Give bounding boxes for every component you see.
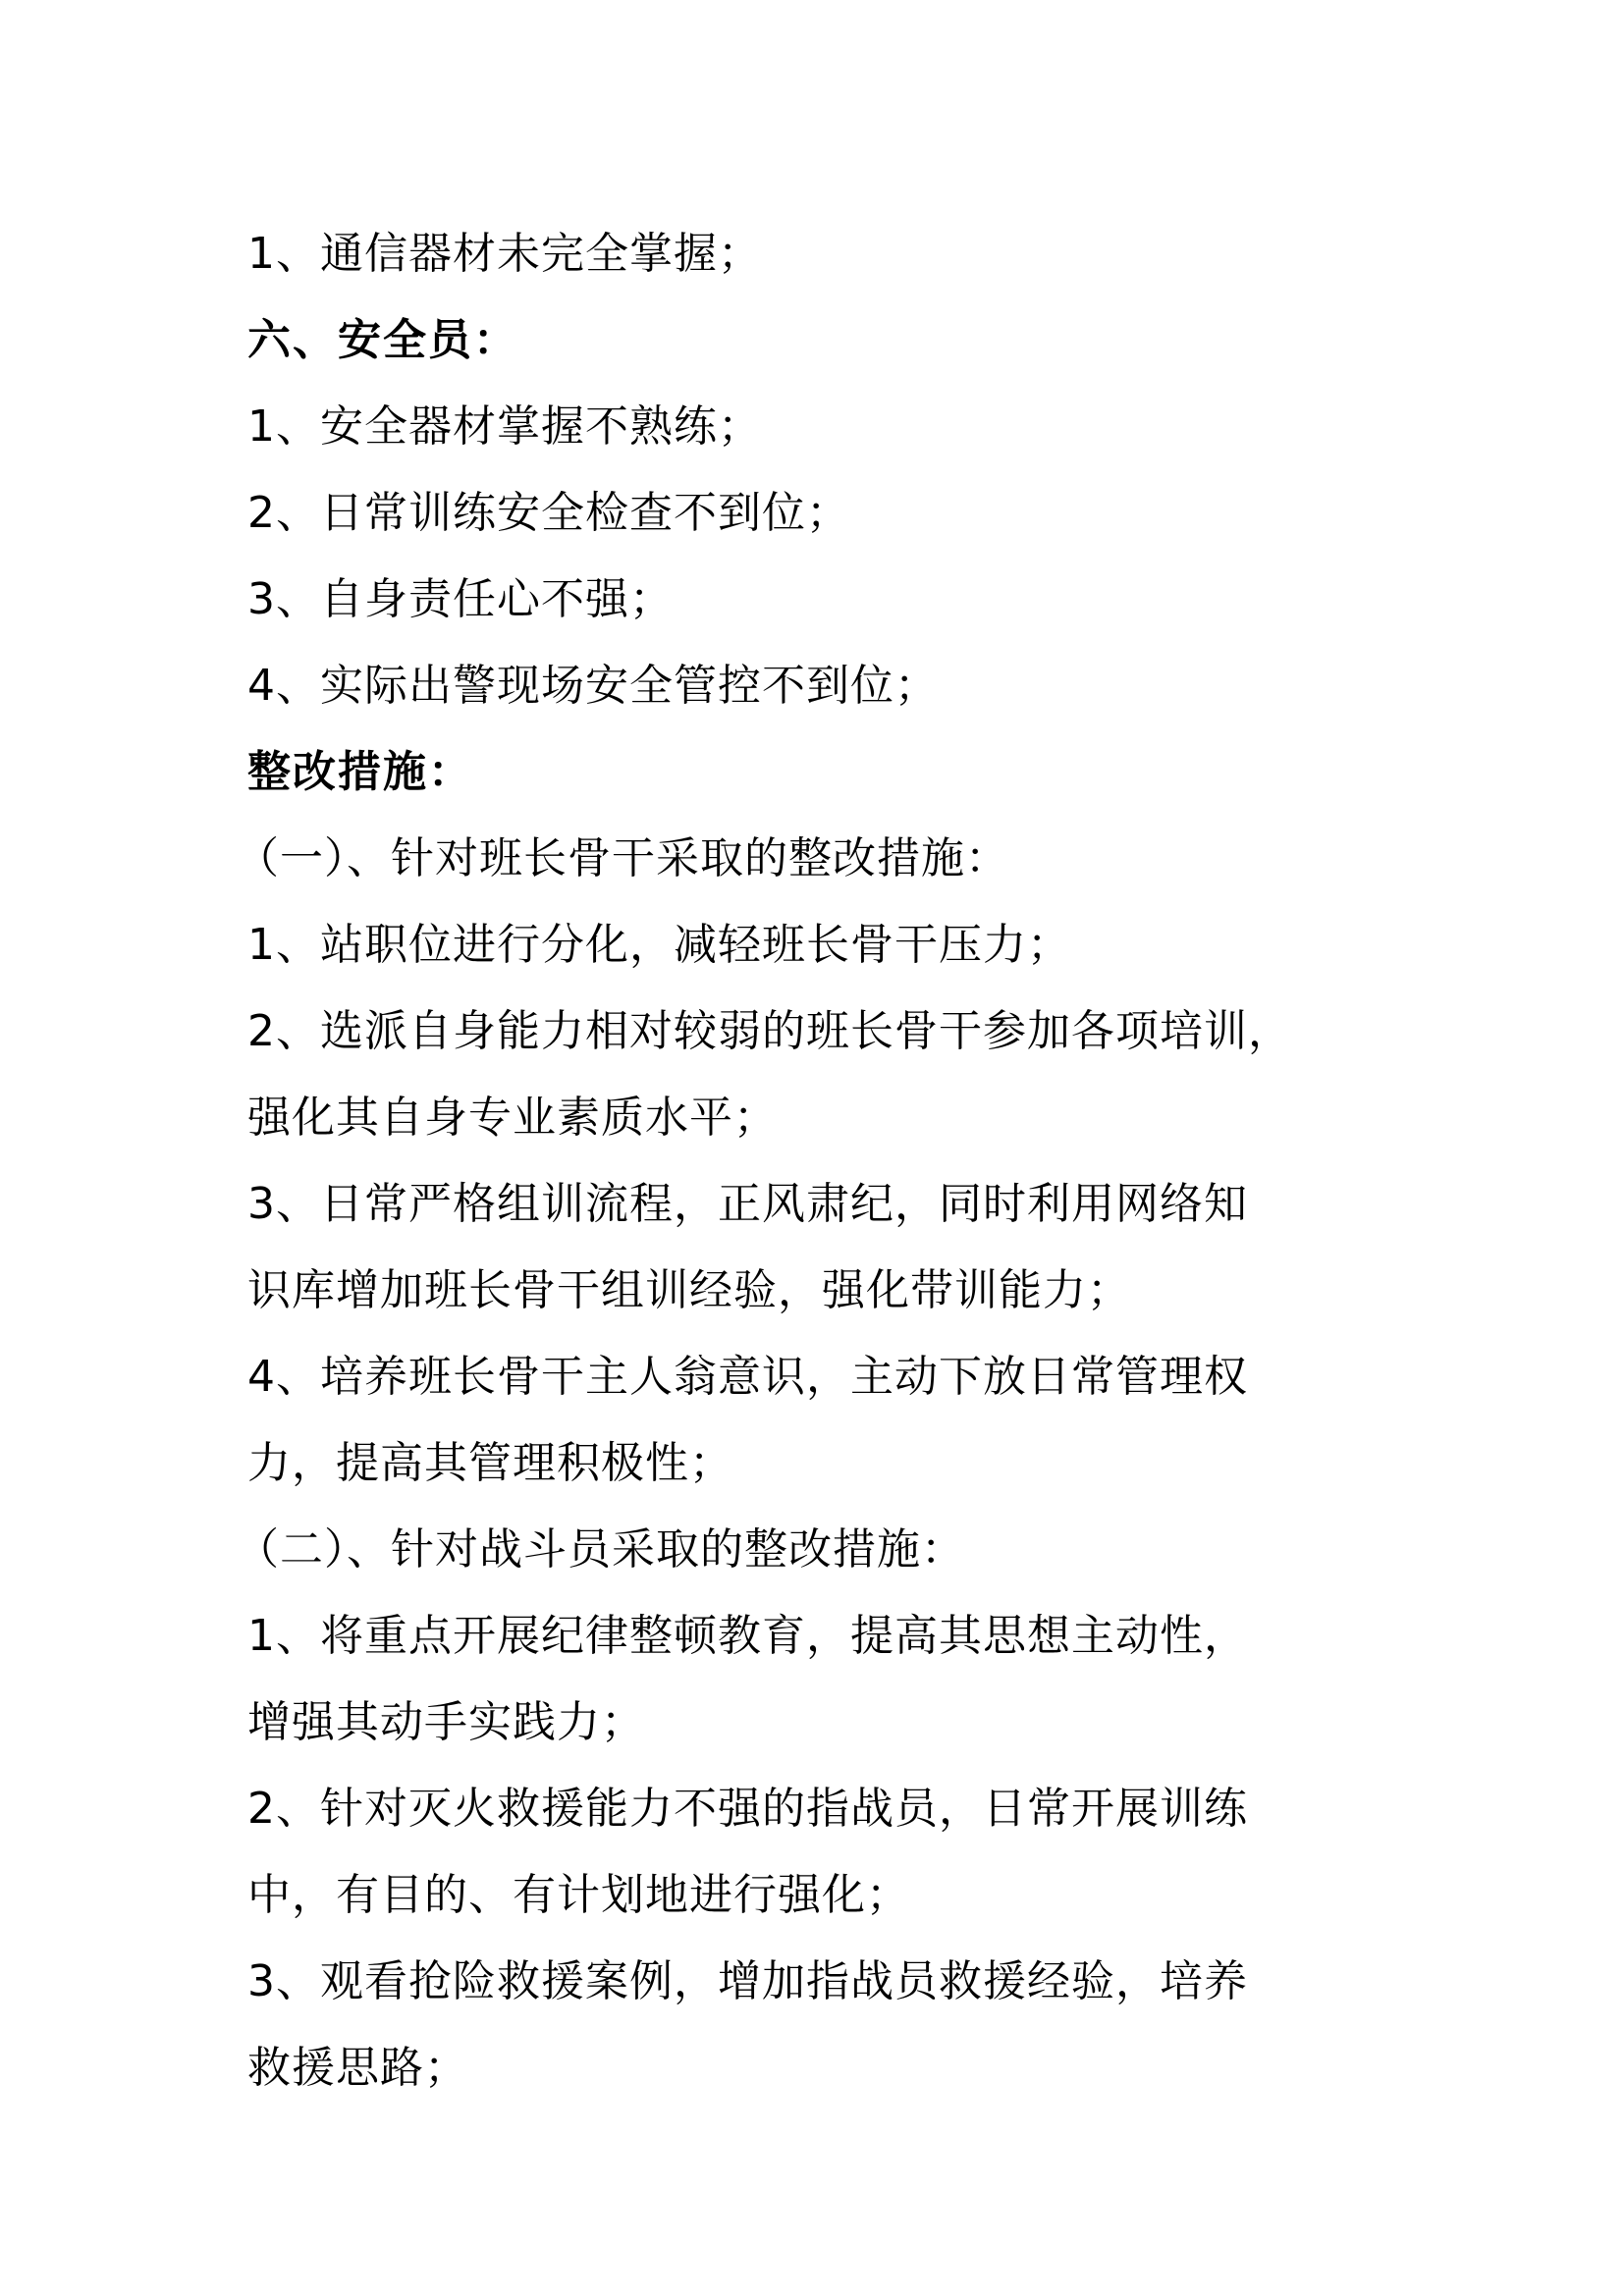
fighter-measure-2-cont: 中，有目的、有计划地进行强化； [247, 1870, 910, 1920]
fighter-measure-2: 2、针对灭火救援能力不强的指战员，日常开展训练 [247, 1784, 1248, 1834]
fighter-measure-3-cont: 救援思路； [247, 2043, 468, 2093]
fighter-measure-1: 1、将重点开展纪律整顿教育，提高其思想主动性， [247, 1611, 1248, 1661]
squad-leader-measure-4-cont: 力，提高其管理积极性； [247, 1438, 733, 1488]
squad-leader-measure-3-cont: 识库增加班长骨干组训经验，强化带训能力； [247, 1265, 1131, 1315]
safety-officer-heading: 六、安全员： [247, 315, 518, 365]
squad-leader-measure-2: 2、选派自身能力相对较弱的班长骨干参加各项培训， [247, 1006, 1292, 1056]
safety-item-4: 4、实际出警现场安全管控不到位； [247, 661, 939, 711]
squad-leader-measure-4: 4、培养班长骨干主人翁意识，主动下放日常管理权 [247, 1352, 1248, 1402]
squad-leader-measure-1: 1、站职位进行分化，减轻班长骨干压力； [247, 920, 1071, 970]
safety-item-1: 1、安全器材掌握不熟练； [247, 401, 762, 452]
squad-leader-measures-heading: （一）、针对班长骨干采取的整改措施： [236, 833, 1009, 883]
fighter-measures-heading: （二）、针对战斗员采取的整改措施： [236, 1524, 965, 1575]
safety-item-2: 2、日常训练安全检查不到位； [247, 488, 850, 538]
fighter-measure-1-cont: 增强其动手实践力； [247, 1697, 645, 1747]
rectification-heading: 整改措施： [247, 747, 473, 797]
safety-item-3: 3、自身责任心不强； [247, 574, 674, 624]
squad-leader-measure-3: 3、日常严格组训流程，正风肃纪，同时利用网络知 [247, 1179, 1248, 1229]
squad-leader-measure-2-cont: 强化其自身专业素质水平； [247, 1093, 778, 1143]
comm-equipment-item: 1、通信器材未完全掌握； [247, 229, 762, 279]
fighter-measure-3: 3、观看抢险救援案例，增加指战员救援经验，培养 [247, 1956, 1248, 2006]
document-body [236, 211, 1406, 2111]
